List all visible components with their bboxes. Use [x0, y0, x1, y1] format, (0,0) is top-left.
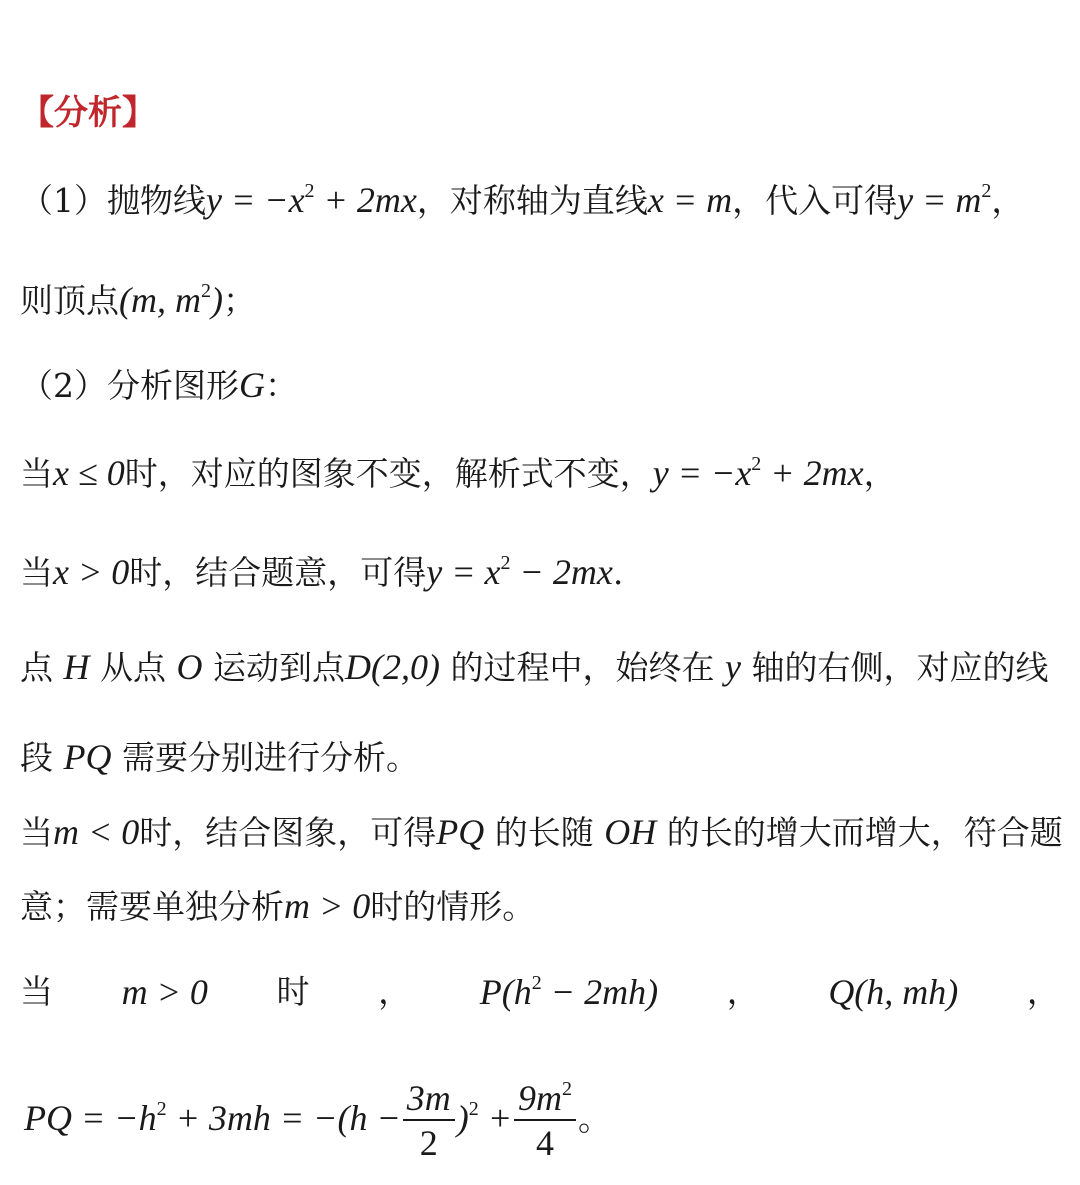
- text: ，: [991, 181, 1025, 220]
- paragraph-4: [20, 552, 623, 593]
- formula: PQ = $-h^2 + 3mh = -(h$ −: [24, 1098, 401, 1138]
- text: 当: [20, 972, 53, 1011]
- paragraph-2: [20, 365, 298, 406]
- formula: $y = -x^2 + 2mx$: [206, 180, 417, 220]
- text: 则顶点: [20, 281, 119, 320]
- text: ，: [863, 454, 897, 493]
- text: 的过程中，始终在: [450, 648, 715, 687]
- text: 轴的右侧，对应的线: [751, 648, 1049, 687]
- text: （2）分析图形: [20, 366, 239, 405]
- formula: y: [724, 647, 741, 687]
- formula: x > 0: [53, 552, 130, 592]
- text: 当: [20, 454, 53, 493]
- paragraph-6: [20, 737, 419, 778]
- paragraph-7: [20, 812, 1063, 853]
- text: 。: [578, 1099, 612, 1138]
- text: ，: [1026, 972, 1060, 1011]
- formula: O: [176, 647, 203, 687]
- paragraph-10: [24, 1072, 611, 1165]
- formula: x = m: [647, 180, 733, 220]
- fraction: $\frac{3m}{2}$: [403, 1077, 455, 1165]
- formula: $P(h^2 - 2mh)$: [479, 972, 659, 1012]
- formula: $y = -x^2 + 2mx$: [652, 453, 864, 493]
- formula: PQ: [63, 737, 112, 777]
- text: ，: [378, 972, 412, 1011]
- paragraph-1b: [20, 280, 256, 321]
- text: （1）抛物线: [20, 181, 206, 220]
- formula: OH: [604, 812, 657, 852]
- formula: H: [63, 647, 90, 687]
- formula: D(2,0): [345, 647, 440, 687]
- formula: )$^2$ +: [456, 1098, 513, 1138]
- text: .: [612, 553, 624, 592]
- formula: PQ: [436, 812, 485, 852]
- text: ；: [222, 281, 256, 320]
- formula: G: [239, 365, 265, 405]
- text: ，: [726, 972, 760, 1011]
- text: 时，结合图象，可得: [139, 813, 437, 852]
- formula: m < 0: [53, 812, 140, 852]
- text: 运动到点: [213, 648, 345, 687]
- text: 点: [20, 648, 53, 687]
- formula: m > 0: [284, 886, 371, 926]
- text: 时的情形。: [370, 887, 536, 926]
- text: 时，结合题意，可得: [129, 553, 427, 592]
- paragraph-8: [20, 886, 535, 927]
- formula: $y = x^2 - 2mx$: [426, 552, 613, 592]
- paragraph-1: [20, 180, 1024, 221]
- text: ，对称轴为直线: [416, 181, 648, 220]
- text: 的长的增大而增大，符合题: [666, 813, 1063, 852]
- formula: (m, $m^2$): [119, 280, 223, 320]
- formula: $y = m^2$: [897, 180, 992, 220]
- paragraph-9: [20, 972, 1060, 1012]
- text: 当: [20, 813, 53, 852]
- formula: x ≤ 0: [53, 453, 125, 493]
- text: 从点: [100, 648, 166, 687]
- text: ，代入可得: [732, 181, 898, 220]
- text: 需要分别进行分析。: [122, 738, 419, 777]
- text: 时，对应的图象不变，解析式不变，: [124, 454, 653, 493]
- paragraph-5: [20, 647, 1048, 688]
- fraction: $\frac{9m^2}{4}$: [514, 1077, 576, 1165]
- formula: Q(h, mh): [828, 972, 959, 1012]
- text: 时: [276, 972, 310, 1011]
- formula: m > 0: [121, 972, 208, 1012]
- paragraph-3: [20, 453, 897, 494]
- text: 当: [20, 553, 53, 592]
- text: ：: [265, 366, 298, 405]
- text: 的长随: [494, 813, 594, 852]
- text: 段: [20, 738, 53, 777]
- text: 意；需要单独分析: [20, 887, 284, 926]
- section-title: 【分析】: [20, 93, 156, 133]
